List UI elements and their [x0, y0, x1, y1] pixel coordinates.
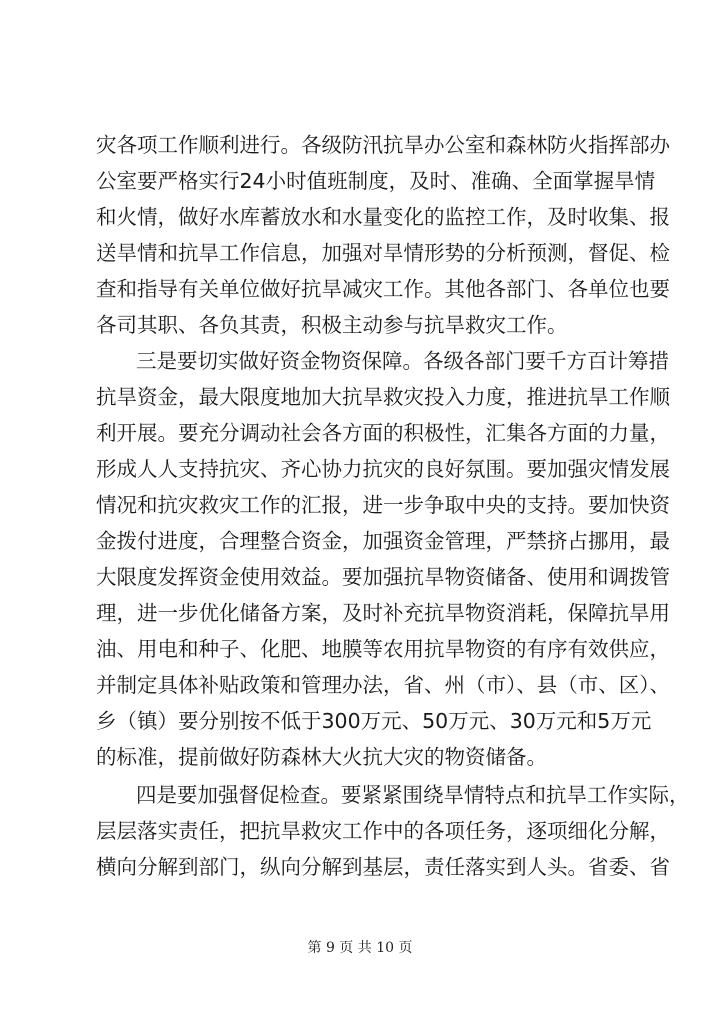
text-line: 乡（镇）要分别按不低于300万元、50万元、30万元和5万元	[96, 709, 652, 733]
paragraph-start-line: 三是要切实做好资金物资保障。各级各部门要千方百计筹措	[136, 349, 669, 373]
text-line: 公室要严格实行24小时值班制度，及时、准确、全面掌握旱情	[96, 169, 656, 193]
text-line: 层层落实责任，把抗旱救灾工作中的各项任务，逐项细化分解，	[96, 819, 670, 843]
text-line: 利开展。要充分调动社会各方面的积极性，汇集各方面的力量，	[96, 421, 670, 445]
text-line: 横向分解到部门，纵向分解到基层，责任落实到人头。省委、省	[96, 855, 670, 879]
page-number-footer: 第 9 页 共 10 页	[307, 940, 413, 956]
text-line: 金拨付进度，合理整合资金，加强资金管理，严禁挤占挪用，最	[96, 529, 670, 553]
text-line: 并制定具体补贴政策和管理办法，省、州（市）、县（市、区）、	[96, 673, 670, 697]
text-line: 送旱情和抗旱工作信息，加强对旱情形势的分析预测，督促、检	[96, 241, 670, 265]
text-line: 形成人人支持抗灾、齐心协力抗灾的良好氛围。要加强灾情发展	[96, 457, 670, 481]
text-line: 和火情，做好水库蓄放水和水量变化的监控工作，及时收集、报	[96, 205, 670, 229]
text-line: 各司其职、各负其责，积极主动参与抗旱救灾工作。	[96, 313, 568, 337]
text-line: 抗旱资金，最大限度地加大抗旱救灾投入力度，推进抗旱工作顺	[96, 385, 670, 409]
text-line: 情况和抗灾救灾工作的汇报，进一步争取中央的支持。要加快资	[96, 493, 670, 517]
text-line: 灾各项工作顺利进行。各级防汛抗旱办公室和森林防火指挥部办	[96, 133, 670, 157]
text-line: 查和指导有关单位做好抗旱减灾工作。其他各部门、各单位也要	[96, 277, 670, 301]
text-line: 大限度发挥资金使用效益。要加强抗旱物资储备、使用和调拨管	[96, 565, 670, 589]
paragraph-start-line: 四是要加强督促检查。要紧紧围绕旱情特点和抗旱工作实际，	[136, 783, 690, 807]
text-line: 的标准，提前做好防森林大火抗大灾的物资储备。	[96, 745, 547, 769]
text-line: 油、用电和种子、化肥、地膜等农用抗旱物资的有序有效供应，	[96, 637, 670, 661]
text-line: 理，进一步优化储备方案，及时补充抗旱物资消耗，保障抗旱用	[96, 601, 670, 625]
